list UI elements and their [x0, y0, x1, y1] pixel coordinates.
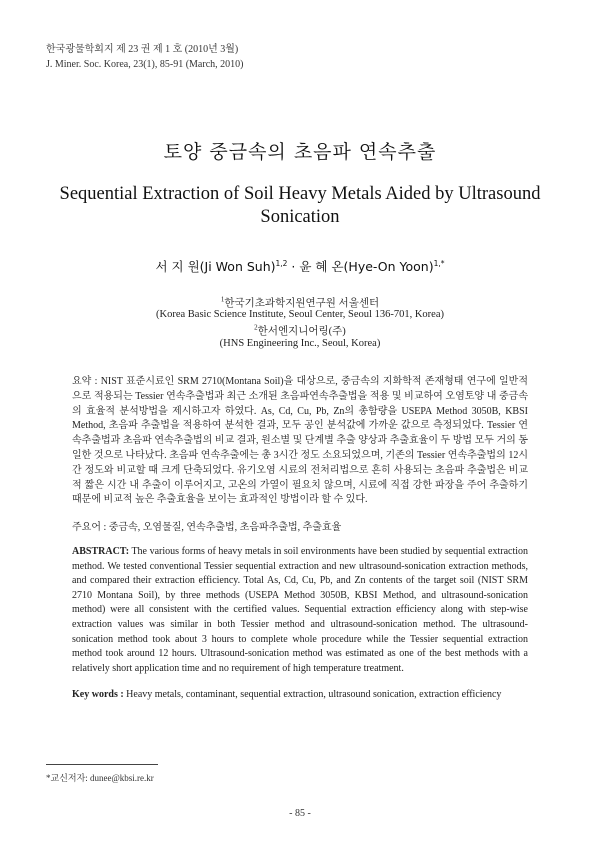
journal-citation-english: J. Miner. Soc. Korea, 23(1), 85-91 (March, 2010) — [46, 59, 244, 70]
corresponding-author-footnote: *교신저자: dunee@kbsi.re.kr — [46, 773, 154, 783]
keywords-english — [72, 689, 542, 700]
affiliation-kbsi-english — [0, 309, 600, 320]
journal-citation-korean: 한국광물학회지 제 23 권 제 1 호 (2010년 3월) — [46, 44, 239, 55]
author-suh: 서 지 원(Ji Won Suh) — [155, 259, 276, 274]
abstract-korean-text: NIST 표준시료인 SRM 2710(Montana Soil)을 대상으로, 중금속의 지화학적 존재형태 연구에 일반적으로 적용되는 Tessier 연속추출법과 최근 소개된 초음파연속추출법을 적용 및 비교하여 오염토양 내 중금속의 효율적 분석방법을 제시하고자 하였다. As, Cd, Cu, Pb, Zn의 총함량을 USEPA Method 3050B, KBSI Method, 초음파 추출법을 적용하여 분석한 결과, 모두 공인 분석값에 가까운 값으로 측정되었다. Tessier 연속추출법과 초음파 연속추출법의 비교 결과, 원소별 및 단계별 추출 양상과 추출효율이 두 방법 모두 거의 동일한 것으로 나타났다. 초음파 연속추출에는 총 3시간 정도 소요되었으며, 기존의 Tessier 연속추출법의 12시간 정도와 비교할 때 크게 단축되었다. 유기오염 시료의 전처리법으로 흔히 사용되는 초음파 추출법은 비교적 짧은 시간 내 추출이 이루어지고, 고온의 가열이 필요치 않으며, 시료에 직접 강한 파장을 주어 추출하기 때문에 비교적 높은 추출효율을 보이는 효과적인 방법이라 할 수 있다. — [72, 376, 528, 506]
affil-mark: 1 — [220, 295, 225, 304]
affiliation-kbsi-korean — [0, 295, 600, 310]
affil-text: 한서엔지니어링(주) — [257, 326, 346, 337]
affil-mark: 2 — [254, 323, 258, 332]
title-english: Sequential Extraction of Soil Heavy Metals Aided by Ultrasound Sonication — [59, 184, 541, 227]
abstract-english-label: ABSTRACT: — [72, 546, 130, 557]
footnote-divider — [46, 764, 158, 765]
abstract-korean-label: 요약 : — [72, 376, 98, 387]
author-yoon-affil-mark: 1,* — [433, 258, 445, 268]
author-suh-affil-mark: 1,2 — [275, 258, 288, 268]
keywords-english-label: Key words : — [72, 689, 124, 700]
affiliation-hns-korean — [0, 323, 600, 338]
abstract-english — [72, 545, 528, 676]
keywords-korean-text: 중금속, 오염물질, 연속추출법, 초음파추출법, 추출효율 — [108, 522, 342, 533]
affil-text: (Korea Basic Science Institute, Seoul Center, Seoul 136-701, Korea) — [156, 309, 444, 320]
page-number: - 85 - — [289, 808, 311, 819]
author-line — [0, 257, 600, 275]
keywords-english-text: Heavy metals, contaminant, sequential extraction, ultrasound sonication, extraction efficiency — [126, 689, 502, 700]
affiliation-hns-english — [0, 338, 600, 349]
author-separator: · — [287, 259, 300, 274]
title-korean: 토양 중금속의 초음파 연속추출 — [163, 141, 437, 163]
abstract-english-text: The various forms of heavy metals in soil environments have been studied by sequential extraction method. We tested conventional Tessier sequential extraction and new ultrasound-sonication extraction methods, and compared their extraction efficiency. Total As, Cd, Cu, Pb, and Zn contents of the target soil (NIST SRM 2710 Montana Soil), by three methods (USEPA Method 3050B, KBSI Method, and ultrasound-sonication method) were all consistent with the certified values. Sequential extraction efficiency along with step-wise extraction values was similar in both Tessier method and ultrasound-sonication method. The ultrasound-sonication method took about 3 hours to complete whole procedure while the Tessier sequential extraction method took around 12 hours. Ultrasound-sonication method was estimated as one of the best methods with a relatively short application time and no requirement of high temperature treatment. — [72, 546, 528, 674]
affil-text: 한국기초과학지원연구원 서울센터 — [224, 298, 380, 309]
affil-text: (HNS Engineering Inc., Seoul, Korea) — [219, 338, 381, 349]
abstract-korean — [72, 375, 528, 508]
author-yoon: 윤 혜 온(Hye-On Yoon) — [299, 259, 434, 274]
keywords-korean-label: 주요어 : — [72, 522, 107, 533]
keywords-korean — [72, 518, 528, 533]
